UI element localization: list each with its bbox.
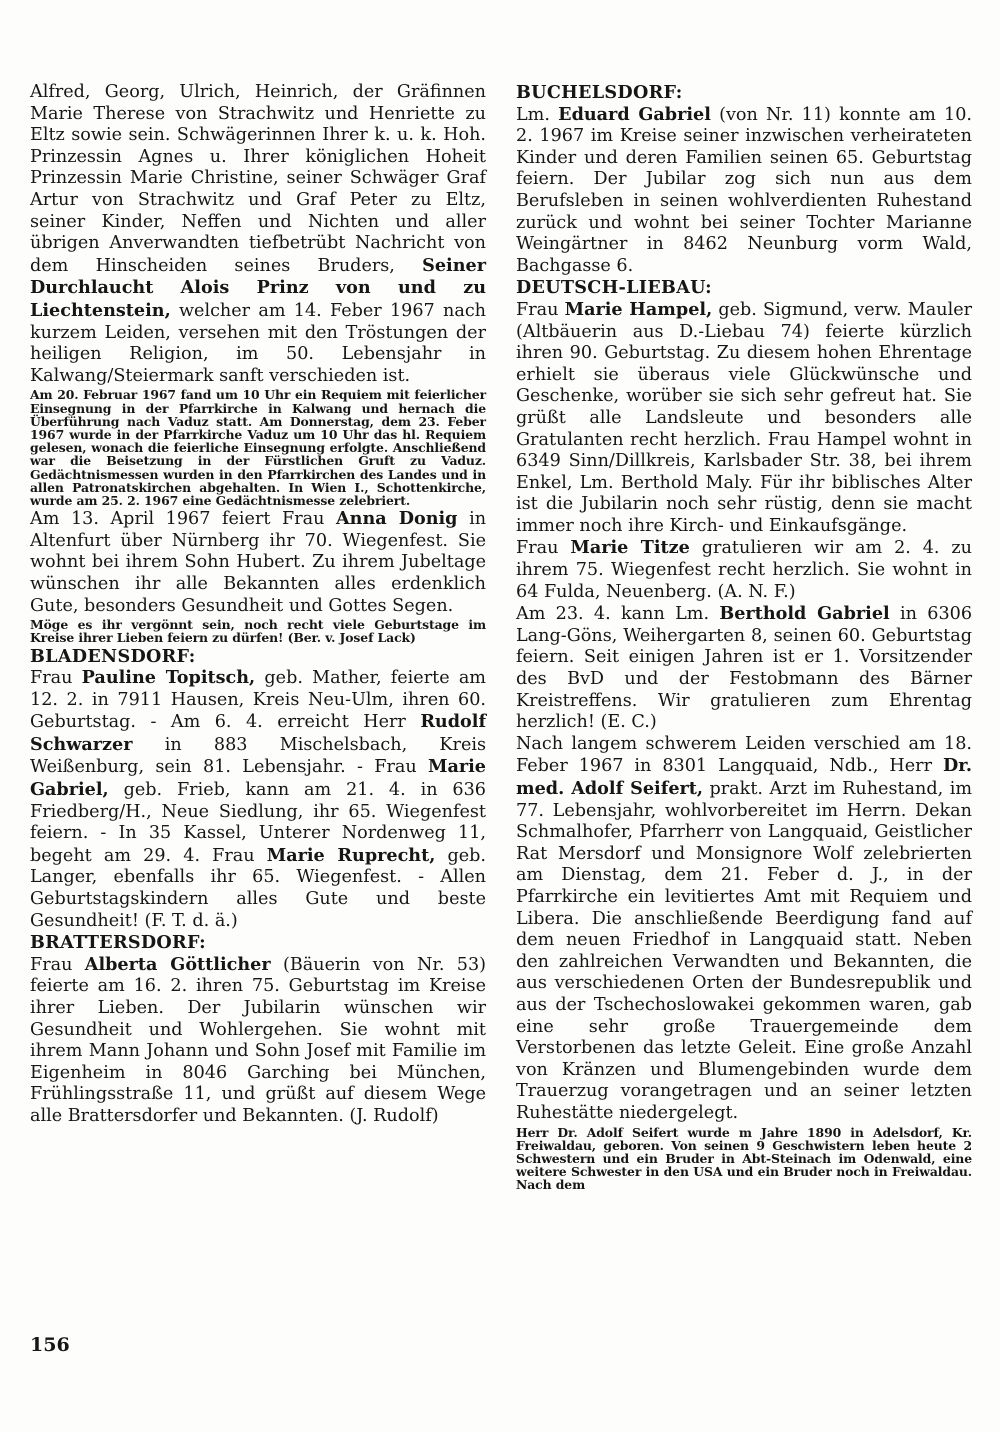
paragraph-text: in Altenfurt über Nürnberg ihr 70. Wiegenfest. Sie wohnt bei ihrem Sohn Hubert. Zu ihrem Jubeltage wünschen ihr alle Bekannten alles erdenklich Gute, besonders Gesundheit und Gottes Segen. <box>30 509 487 616</box>
paragraph-text: Alfred, Georg, Ulrich, Heinrich, der Gräfinnen Marie Therese von Strachwitz und Henriette zu Eltz sowie sein. Schwägerinnen Ihrer k. u. k. Hoh. Prinzessin Agnes u. Ihrer königlichen Hoheit Prinzessin Marie Christine, seiner Schwäger Graf Artur von Strachwitz und Graf Peter zu Eltz, seiner Kinder, Neffen und Nichten und aller übrigen Anverwandten tiefbetrübt Nachricht von dem Hinscheiden seines Bruders, <box>30 82 486 276</box>
paragraph-text: (Bäuerin von Nr. 53) feierte am 16. 2. ihren 75. Geburtstag im Kreise ihrer Lieben. Der Jubilarin wünschen wir Gesundheit und Wohlergehen. Sie wohnt mit ihrem Mann Johann und Sohn Josef mit Familie im Eigenheim in 8046 Garching bei München, Frühlingsstraße 11, und grüßt auf diesem Wege alle Brattersdorfer und Bekannten. (J. Rudolf) <box>30 954 486 1126</box>
paragraph-text: Am 23. 4. kann Lm. <box>516 604 710 625</box>
paragraph-text: Am 13. April 1967 feiert Frau <box>30 509 325 530</box>
paragraph-text: Frau <box>30 668 73 689</box>
bold-name: Pauline Topitsch, <box>81 667 256 689</box>
paragraph-text: in 6306 Lang-Göns, Weihergarten 8, seinen 60. Geburtstag feiern. Seit einigen Jahren ist er 1. Vorsitzender des BvD und der Festobmann des Bärner Kreistreffens. Wir gratulieren zum Ehrentag herzlich! (E. C.) <box>516 604 973 733</box>
bold-name: Marie Ruprecht, <box>266 844 436 866</box>
section-heading-bladensdorf: BLADENSDORF: <box>30 645 196 667</box>
paragraph-text: prakt. Arzt im Ruhestand, im 77. Lebensjahr, wohlvorbereitet im Herrn. Dekan Schmalhofer, Pfarrherr von Langquaid, Geistlicher Rat Mersdorf und Monsignore Wolf zelebrierten am Dienstag, dem 21. Feber d. J., in der Pfarrkirche ein levitiertes Amt mit Requiem und Libera. Die anschließende Beerdigung fand auf dem neuen Friedhof in Langquaid statt. Neben den zahlreichen Verwandten und Bekannten, die aus verschiedenen Orten der Bundesrepublik und aus der Tschechoslowakei gekommen waren, gab eine sehr große Trauergemeinde dem Verstorbenen das letzte Geleit. Eine große Anzahl von Kränzen und Blumengebinden wurde dem Trauerzug vorangetragen und an seiner letzten Ruhestätte niedergelegt. <box>516 779 972 1123</box>
obituary-liechtenstein-paragraph <box>30 82 486 387</box>
bold-name: Berthold Gabriel <box>719 603 890 625</box>
bold-name: Dr. med. Adolf Seifert, <box>516 755 973 799</box>
bold-name: Marie Titze <box>570 537 690 559</box>
requiem-note: Am 20. Februar 1967 fand um 10 Uhr ein Requiem mit feierlicher Einsegnung in der Pfarrkirche in Kalwang und hernach die Überführung nach Vaduz statt. Am Donnerstag, dem 23. Feber 1967 wurde in der Pfarrkirche Vaduz um 10 Uhr das hl. Requiem gelesen, wonach die feierliche Einsegnung erfolgte. Anschließend war die Beisetzung in der Fürstlichen Gruft zu Vaduz. Gedächtnismessen wurden in den Pfarrkirchen des Landes und in allen Patronatskirchen abgehalten. In Wien I., Schottenkirche, wurde am 25. 2. 1967 eine Gedächtnismesse zelebriert. <box>30 387 486 508</box>
paragraph-text: Frau <box>516 299 559 320</box>
right-column <box>516 82 972 1193</box>
bladensdorf-paragraph <box>30 667 486 932</box>
bold-name: Seiner Durchlaucht Alois Prinz von und zu Liechtenstein, <box>30 254 486 321</box>
paragraph-text: in 883 Mischelsbach, Kreis Weißenburg, sein 81. Lebensjahr. - Frau <box>30 734 487 778</box>
birthday-donig-paragraph <box>30 508 486 617</box>
bold-name: Anna Donig <box>336 508 458 530</box>
paragraph-text: (von Nr. 11) konnte am 10. 2. 1967 im Kreise seiner inzwischen verheirateten Kinder und deren Familien seinen 65. Geburtstag feiern. Der Jubilar zog sich nun aus dem Berufsleben in seinen wohlverdienten Ruhestand zurück und wohnt bei seiner Tochter Marianne Weingärtner in 8462 Neunburg vorm Wald, Bachgasse 6. <box>516 104 972 276</box>
bold-name: Marie Gabriel, <box>30 756 486 801</box>
page-number: 156 <box>30 1334 70 1356</box>
paragraph-text: Nach langem schwerem Leiden verschied am 18. Feber 1967 in 8301 Langquaid, Ndb., Herr <box>516 733 972 777</box>
left-column <box>30 82 486 1128</box>
section-heading-buchelsdorf: BUCHELSDORF: <box>516 82 683 103</box>
bold-name: Alberta Göttlicher <box>84 953 271 975</box>
paragraph-text: Frau <box>516 538 559 559</box>
paragraph-text: geb. Langer, ebenfalls ihr 65. Wiegenfest. - Allen Geburtstagskindern alles Gute und beste Gesundheit! (F. T. d. ä.) <box>30 845 486 931</box>
bold-name: Eduard Gabriel <box>558 103 711 125</box>
seifert-obituary-paragraph <box>516 734 972 1125</box>
buchelsdorf-paragraph <box>516 104 972 278</box>
bold-name: Rudolf Schwarzer <box>30 711 487 755</box>
hampel-paragraph <box>516 299 972 538</box>
paragraph-text: geb. Frieb, kann am 21. 4. in 636 Friedberg/H., Neue Siedlung, ihr 65. Wiegenfest feiern. - In 35 Kassel, Unterer Nordenweg 11, begeht am 29. 4. Frau <box>30 780 486 866</box>
section-heading-brattersdorf: BRATTERSDORF: <box>30 932 206 954</box>
birthday-wish-note: Möge es ihr vergönnt sein, noch recht viele Geburtstage im Kreise ihrer Lieben feiern zu dürfen! (Ber. v. Josef Lack) <box>30 617 486 646</box>
berthold-gabriel-paragraph <box>516 603 972 734</box>
paragraph-text: Lm. <box>516 104 550 125</box>
paragraph-text: geb. Sigmund, verw. Mauler (Altbäuerin aus D.-Liebau 74) feierte kürzlich ihren 90. Geburtstag. Zu diesem hohen Ehrentage erhielt sie überaus viele Glückwünsche und Geschenke, worüber sie sich sehr gefreut hat. Sie grüßt alle Landsleute und besonders alle Gratulanten recht herzlich. Frau Hampel wohnt in 6349 Sinn/Dillkreis, Karlsbader Str. 38, bei ihrem Enkel, Lm. Berthold Maly. Für ihr biblisches Alter ist die Jubilarin noch sehr rüstig, denn sie macht immer noch ihre Kirch- und Einkaufsgänge. <box>516 299 973 536</box>
paragraph-text: welcher am 14. Feber 1967 nach kurzem Leiden, versehen mit den Tröstungen der heiligen Religion, im 50. Lebensjahr in Kalwang/Steiermark sanft verschieden ist. <box>30 300 487 386</box>
paragraph-text: gratulieren wir am 2. 4. zu ihrem 75. Wiegenfest recht herzlich. Sie wohnt in 64 Fulda, Neuenberg. (A. N. F.) <box>516 538 973 602</box>
titze-paragraph <box>516 537 972 603</box>
seifert-biography-note: Herr Dr. Adolf Seifert wurde m Jahre 1890 in Adelsdorf, Kr. Freiwaldau, geboren. Von seinen 9 Geschwistern leben heute 2 Schwestern und ein Bruder in Abt-Steinach im Odenwald, eine weitere Schwester in den USA und ein Bruder noch in Freiwaldau. Nach dem <box>516 1124 972 1193</box>
bold-name: Marie Hampel, <box>564 298 713 320</box>
paragraph-text: geb. Mather, feierte am 12. 2. in 7911 Hausen, Kreis Neu-Ulm, ihren 60. Geburtstag. - Am 6. 4. erreicht Herr <box>30 668 486 733</box>
section-heading-deutsch-liebau: DEUTSCH-LIEBAU: <box>516 277 712 299</box>
paragraph-text: Frau <box>30 954 73 975</box>
brattersdorf-paragraph <box>30 954 486 1128</box>
